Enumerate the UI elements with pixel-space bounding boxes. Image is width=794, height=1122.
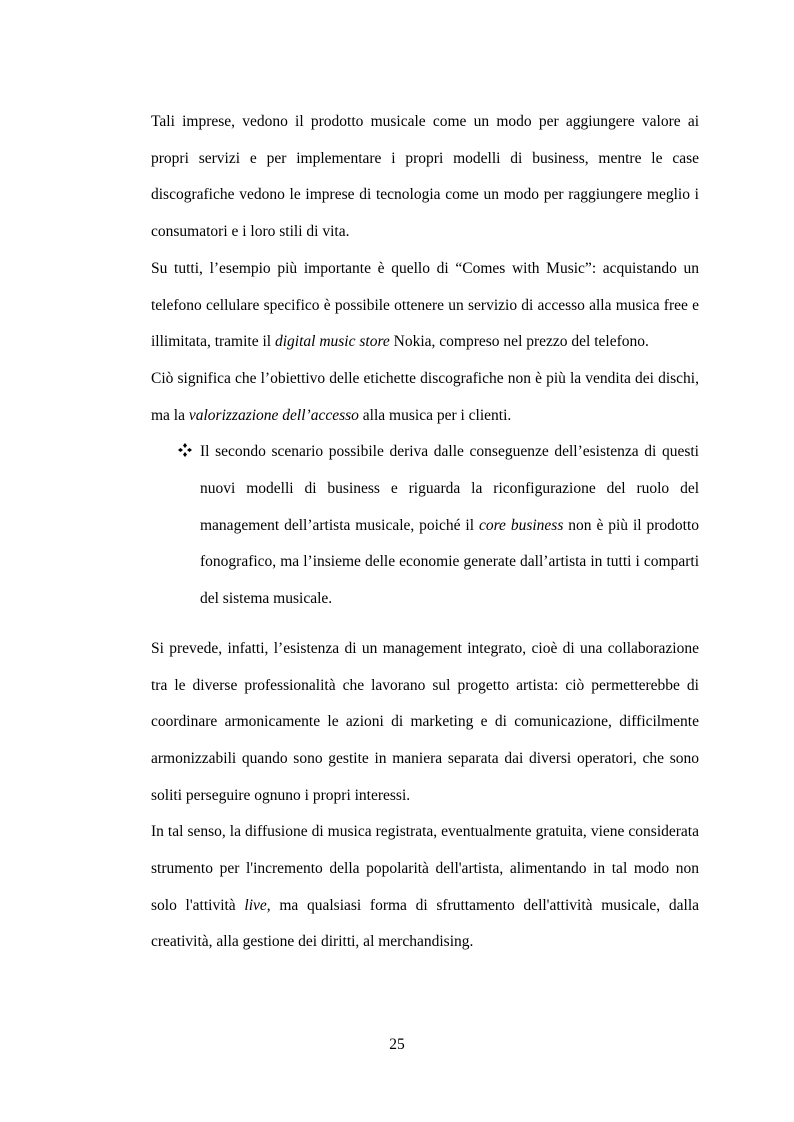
page-body	[151, 104, 699, 961]
paragraph-5-text-c: , ma qualsiasi forma di sfruttamento dell'attività musicale, dalla creatività, alla gestione dei diritti, al merchandising.	[151, 896, 700, 951]
paragraph-2-text-a: Su tutti, l’esempio più importante è quello di “Comes with Music”: acquistando un telefono cellulare specifico è possibile ottenere un servizio di accesso alla musica free e illimitata, tramite il	[151, 259, 699, 351]
bullet-text-a: Il secondo scenario possibile deriva dalle conseguenze dell’esistenza di questi nuovi modelli di business e riguarda la riconfigurazione del ruolo del management dell’artista musicale, poiché il	[200, 443, 699, 534]
bullet-italic: core business	[478, 516, 564, 534]
bullet-item	[151, 434, 699, 618]
paragraph-3-italic: valorizzazione dell’accesso	[188, 406, 359, 424]
paragraph-1: Tali imprese, vedono il prodotto musicale come un modo per aggiungere valore ai propri servizi e per implementare i propri modelli di business, mentre le case discografiche vedono le imprese di tecnologia come un modo per raggiungere meglio i consumatori e i loro stili di vita.	[151, 113, 699, 241]
paragraph-2-text-c: Nokia, compreso nel prezzo del telefono.	[389, 333, 649, 351]
paragraph-2-italic: digital music store	[274, 333, 390, 351]
paragraph-2	[151, 251, 699, 361]
paragraph-5-text-a: In tal senso, la diffusione di musica registrata, eventualmente gratuita, viene considerata strumento per l'incremento della popolarità dell'artista, alimentando in tal modo non solo l'attività	[151, 823, 699, 914]
bullet-text	[200, 434, 699, 618]
paragraph-5	[151, 814, 699, 961]
paragraph-3-text-a: Ciò significa che l’obiettivo delle etichette discografiche non è più la vendita dei dischi, ma la	[151, 369, 699, 424]
bullet-text-c: non è più il prodotto fonografico, ma l’insieme delle economie generate dall’artista in tutti i comparti del sistema musicale.	[200, 516, 700, 608]
paragraph-4: Si prevede, infatti, l’esistenza di un management integrato, cioè di una collaborazione tra le diverse professionalità che lavorano sul progetto artista: ciò permetterebbe di coordinare armonicamente le azioni di marketing e di comunicazione, difficilmente armonizzabili quando sono gestite in maniera separata dai diversi operatori, che sono soliti perseguire ognuno i propri interessi.	[151, 639, 699, 804]
page-number: 25	[389, 1036, 405, 1053]
four-diamond-bullet-icon	[178, 443, 192, 457]
paragraph-3	[151, 361, 699, 434]
paragraph-5-italic: live	[244, 896, 267, 914]
paragraph-3-text-c: alla musica per i clienti.	[358, 406, 512, 424]
